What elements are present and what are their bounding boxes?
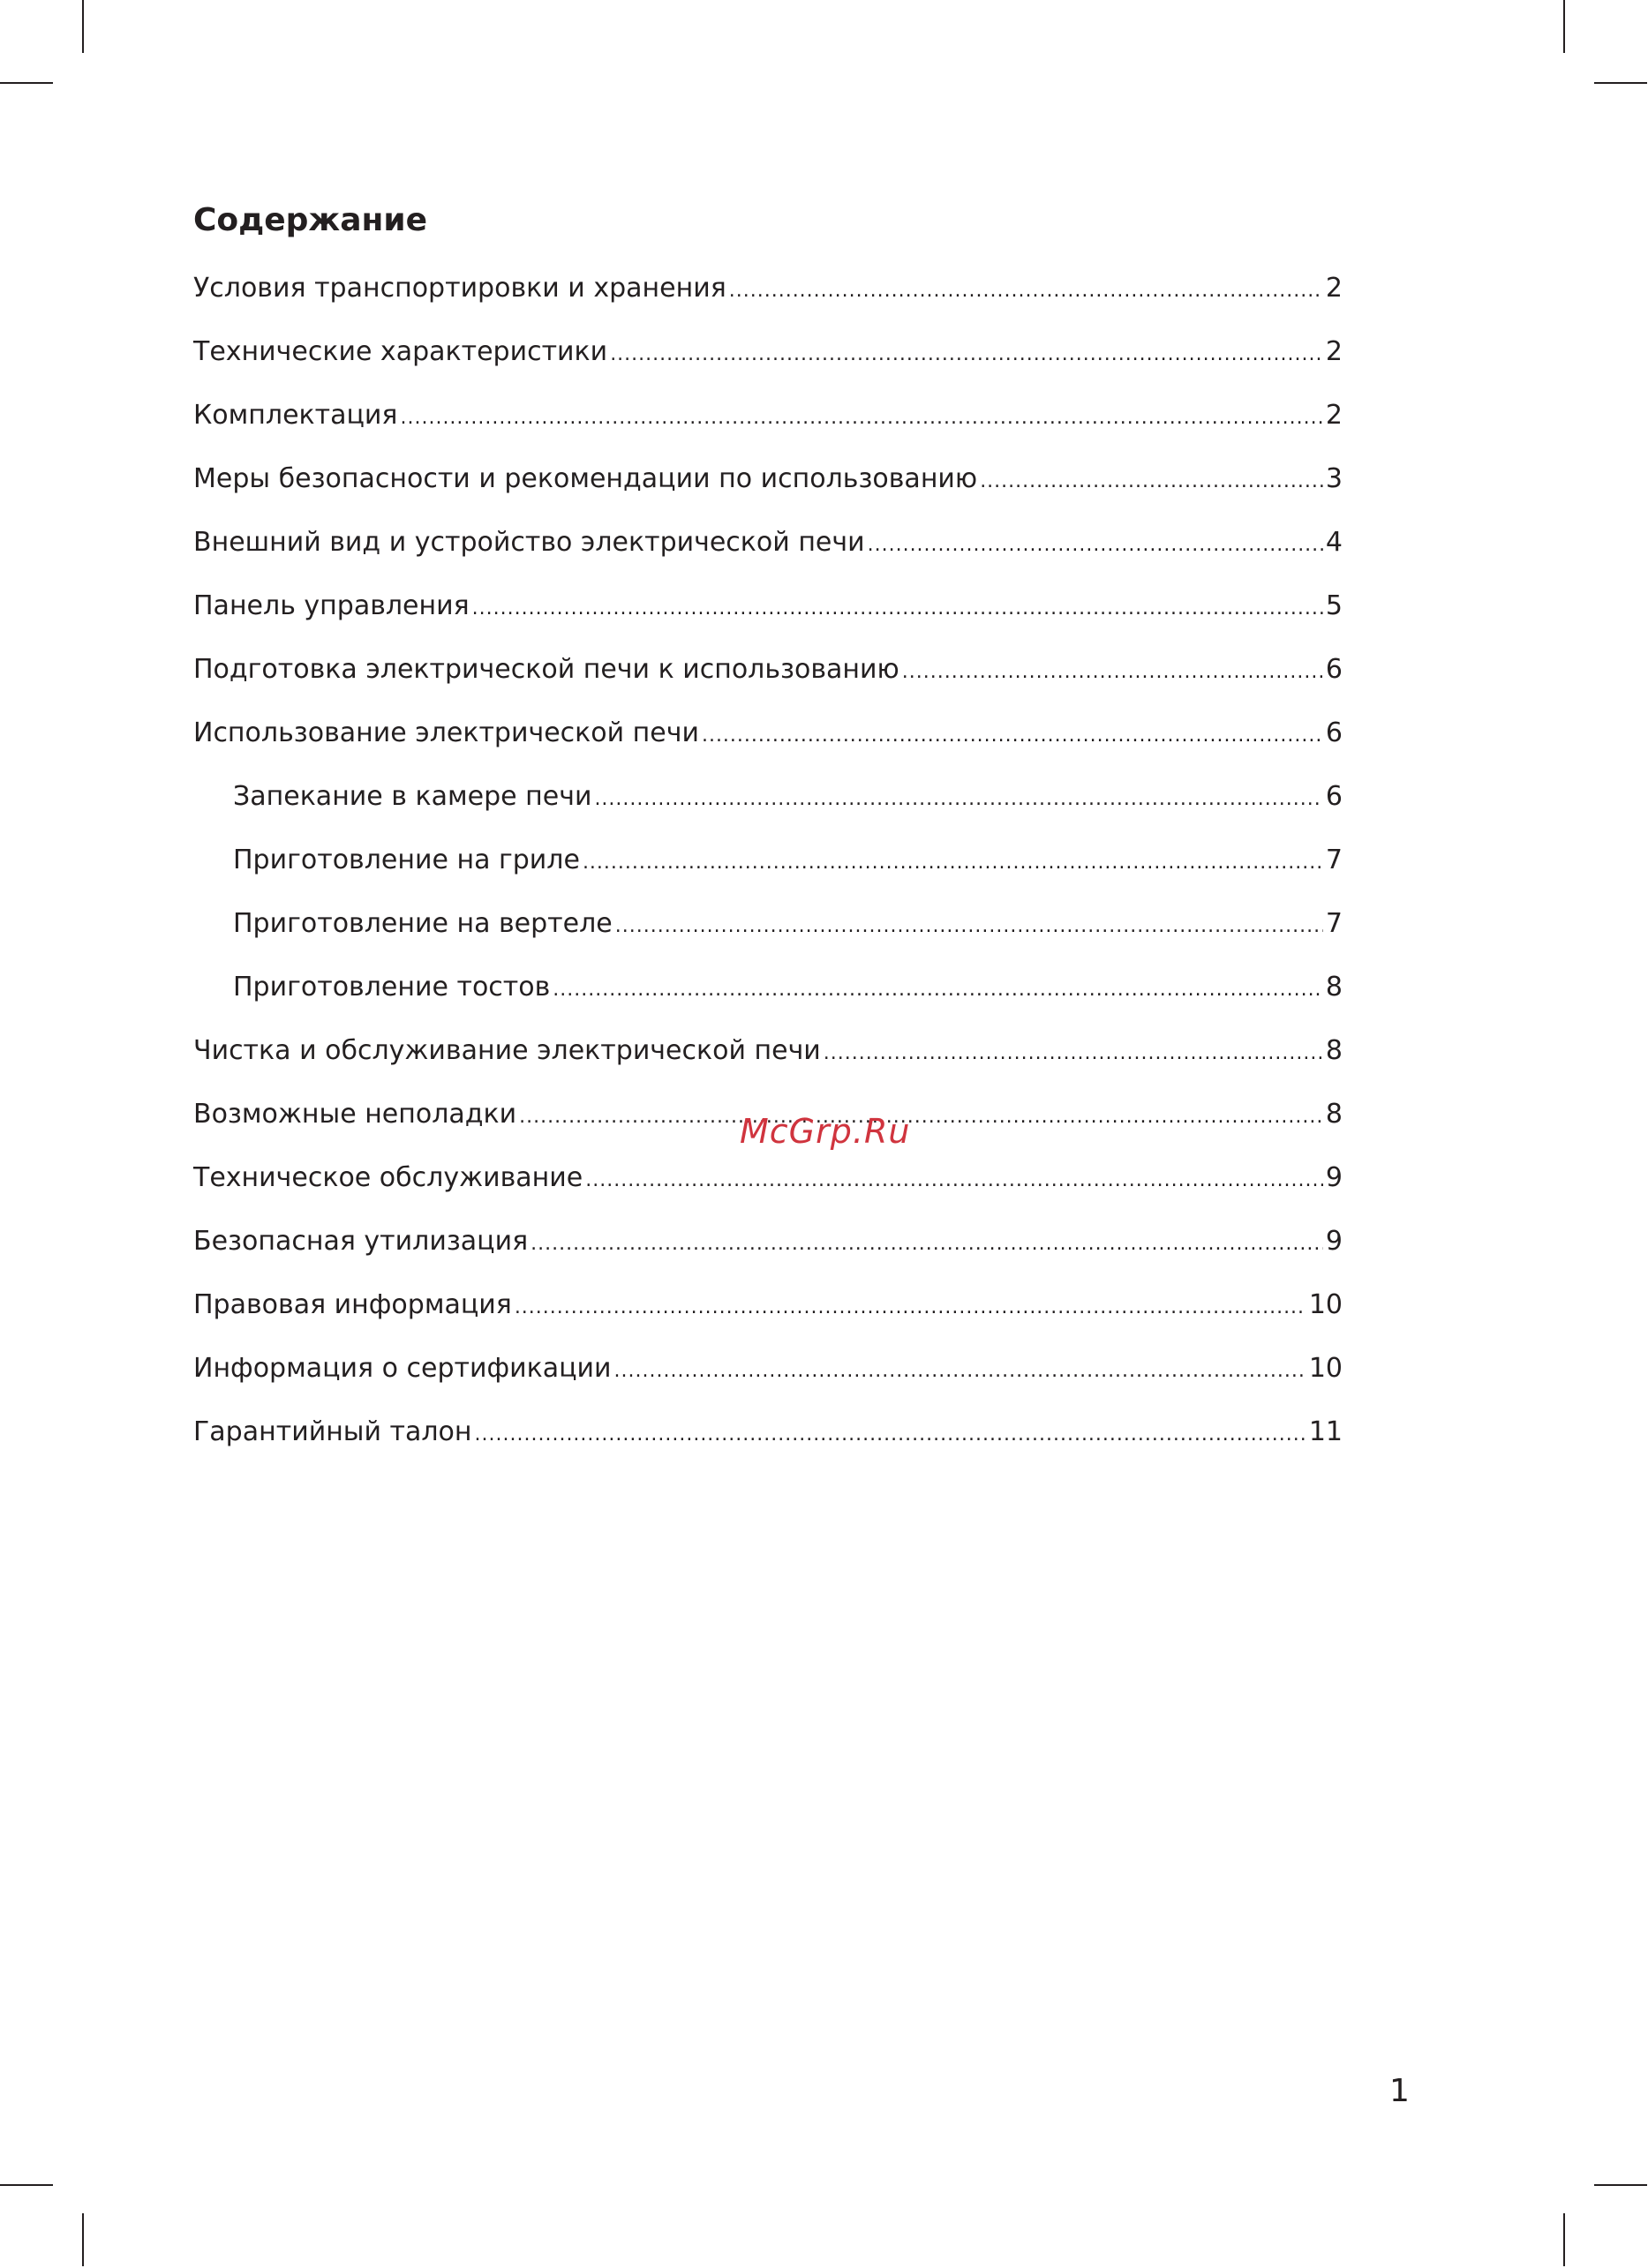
toc-entry[interactable] <box>193 520 1343 583</box>
toc-dot-leader <box>615 904 1323 950</box>
toc-dot-leader <box>702 713 1323 759</box>
toc-entry[interactable] <box>193 1028 1343 1092</box>
toc-entry[interactable] <box>193 965 1343 1028</box>
toc-dot-leader <box>980 459 1323 505</box>
toc-entry[interactable] <box>193 774 1343 837</box>
toc-entry-page: 6 <box>1325 717 1343 748</box>
toc-entry-label: Условия транспортировки и хранения <box>193 273 726 304</box>
toc-entry-page: 5 <box>1325 590 1343 621</box>
toc-entry-page: 8 <box>1325 1035 1343 1066</box>
toc-entry-page: 7 <box>1325 908 1343 939</box>
toc-entry-label: Чистка и обслуживание электрической печи <box>193 1035 821 1066</box>
toc-title: Содержание <box>193 202 428 238</box>
toc-entry-page: 6 <box>1325 654 1343 685</box>
toc-dot-leader <box>902 650 1323 695</box>
toc-dot-leader <box>594 777 1322 822</box>
toc-entry-label: Информация о сертификации <box>193 1353 612 1384</box>
crop-mark-top-left-vertical <box>82 0 84 53</box>
toc-entry-label: Технические характеристики <box>193 336 608 367</box>
toc-entry[interactable] <box>193 329 1343 393</box>
toc-entry-label: Приготовление на гриле <box>233 845 580 875</box>
toc-entry-page: 4 <box>1325 527 1343 558</box>
toc-entry[interactable] <box>193 647 1343 710</box>
toc-entry-page: 8 <box>1325 1099 1343 1130</box>
toc-dot-leader <box>519 1094 1323 1140</box>
toc-entry-label: Приготовление на вертеле <box>233 908 613 939</box>
toc-entry[interactable] <box>193 1282 1343 1346</box>
crop-mark-top-right-horizontal <box>1594 82 1647 84</box>
toc-entry-label: Подготовка электрической печи к использованию <box>193 654 899 685</box>
toc-dot-leader <box>472 586 1323 632</box>
toc-entry-label: Возможные неполадки <box>193 1099 517 1130</box>
toc-entry-page: 2 <box>1325 273 1343 304</box>
table-of-contents <box>193 266 1343 1473</box>
toc-dot-leader <box>475 1412 1306 1458</box>
toc-dot-leader <box>553 967 1323 1013</box>
toc-entry[interactable] <box>193 393 1343 456</box>
toc-dot-leader <box>583 840 1323 886</box>
toc-entry[interactable] <box>193 266 1343 329</box>
crop-mark-top-right-vertical <box>1563 0 1565 53</box>
toc-entry-page: 8 <box>1325 972 1343 1003</box>
toc-entry-label: Внешний вид и устройство электрической печи <box>193 527 865 558</box>
toc-dot-leader <box>585 1158 1323 1204</box>
toc-entry[interactable] <box>193 1346 1343 1409</box>
toc-entry[interactable] <box>193 583 1343 647</box>
toc-dot-leader <box>824 1031 1323 1077</box>
toc-entry-page: 6 <box>1325 781 1343 812</box>
toc-entry-label: Меры безопасности и рекомендации по использованию <box>193 463 978 494</box>
page-number: 1 <box>1389 2073 1410 2109</box>
toc-entry-label: Панель управления <box>193 590 470 621</box>
crop-mark-bottom-left-vertical <box>82 2213 84 2266</box>
toc-entry-label: Приготовление тостов <box>233 972 551 1003</box>
toc-dot-leader <box>515 1285 1306 1331</box>
toc-entry[interactable] <box>193 456 1343 520</box>
watermark: McGrp.Ru <box>740 1112 911 1151</box>
toc-entry-page: 2 <box>1325 336 1343 367</box>
toc-entry-page: 9 <box>1325 1226 1343 1257</box>
toc-dot-leader <box>729 268 1323 314</box>
toc-entry-page: 7 <box>1325 845 1343 875</box>
toc-entry-page: 9 <box>1325 1162 1343 1193</box>
toc-entry-page: 11 <box>1308 1416 1343 1447</box>
toc-entry[interactable] <box>193 1409 1343 1473</box>
toc-dot-leader <box>531 1221 1323 1267</box>
toc-entry[interactable] <box>193 1155 1343 1219</box>
toc-entry-page: 10 <box>1308 1353 1343 1384</box>
toc-entry[interactable] <box>193 710 1343 774</box>
toc-entry-label: Правовая информация <box>193 1289 512 1320</box>
toc-dot-leader <box>614 1348 1306 1394</box>
toc-entry-page: 3 <box>1325 463 1343 494</box>
toc-dot-leader <box>868 522 1323 568</box>
toc-entry-page: 2 <box>1325 400 1343 431</box>
crop-mark-top-left-horizontal <box>0 82 53 84</box>
toc-dot-leader <box>610 332 1323 378</box>
toc-entry-label: Безопасная утилизация <box>193 1226 529 1257</box>
toc-entry[interactable] <box>193 1219 1343 1282</box>
toc-entry-label: Гарантийный талон <box>193 1416 472 1447</box>
toc-entry-label: Техническое обслуживание <box>193 1162 583 1193</box>
toc-entry-label: Комплектация <box>193 400 398 431</box>
toc-entry[interactable] <box>193 901 1343 965</box>
toc-entry-label: Запекание в камере печи <box>233 781 592 812</box>
crop-mark-bottom-right-horizontal <box>1594 2184 1647 2186</box>
crop-mark-bottom-left-horizontal <box>0 2184 53 2186</box>
toc-dot-leader <box>400 395 1322 441</box>
crop-mark-bottom-right-vertical <box>1563 2213 1565 2266</box>
toc-entry-page: 10 <box>1308 1289 1343 1320</box>
toc-entry[interactable] <box>193 837 1343 901</box>
toc-entry-label: Использование электрической печи <box>193 717 699 748</box>
